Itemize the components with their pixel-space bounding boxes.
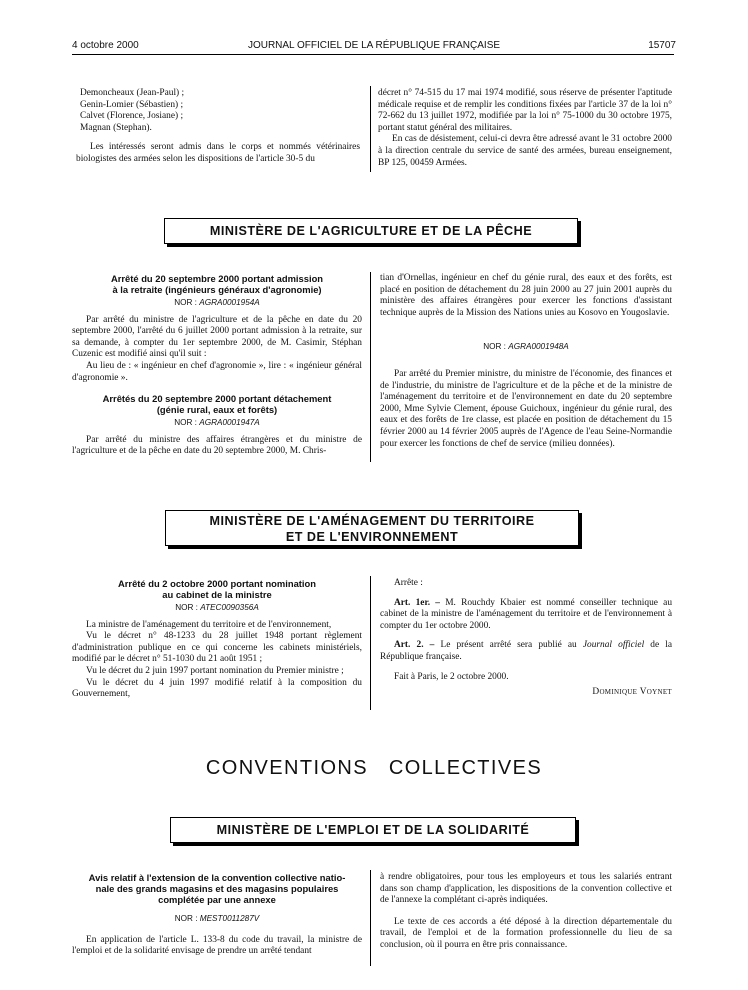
article-text: Le présent arrêté sera publié au [440,640,577,651]
ministry-title: MINISTÈRE DE L'AGRICULTURE ET DE LA PÊCHE [209,224,533,238]
article-title [72,872,362,905]
article-title [72,393,362,415]
article-text: de la République française. [380,640,673,662]
column-rule [370,576,371,710]
paragraph: Par arrêté du ministre de l'agriculture et de la pêche en date du 20 septembre 2000, l'arrêté du 6 juillet 2000 portant admission à la retraite, sur sa demande, à compter du 1er septembre 2000, de M. Casimir, Stéphan Cuzenic est modifié ainsi qu'il suit : [72,314,362,360]
paragraph: tian d'Ornellas, ingénieur en chef du génie rural, des eaux et des forêts, est placé en position de détachement du 28 juin 2000 au 27 juin 2001 auprès du ministère des affaires étrangères pour exercer les fonctions d'assistant technique auprès de la Mission des Nations unies au Kosovo en Yougoslavie. [380,273,672,318]
article-title-line: nale des grands magasins et des magasins populaires [95,883,339,894]
column-rule [370,870,371,966]
top-right-column [378,88,672,169]
paragraph: Vu le décret du 4 juin 1997 modifié relatif à la composition du Gouvernement, [72,677,362,700]
article-title-line: au cabinet de la ministre [162,589,272,600]
agriculture-left-column [72,273,362,458]
ministry-title-line: MINISTÈRE DE L'AMÉNAGEMENT DU TERRITOIRE [209,514,535,528]
paragraph: décret n° 74-515 du 17 mai 1974 modifié, sous réserve de présenter l'aptitude médicale requise et de remplir les conditions fixées par l'article 37 de la loi n° 72-662 du 13 juillet 1972, modifiée par la loi n° 75-1000 du 30 octobre 1975, portant statut général des militaires. [378,88,672,133]
nor-reference [72,297,362,309]
nor-code: AGRA0001954A [199,298,260,307]
nor-code: AGRA0001947A [199,418,260,428]
paragraph: Au lieu de : « ingénieur en chef d'agronomie », lire : « ingénieur général d'agronomie ». [72,360,362,383]
paragraph: En application de l'article L. 133-8 du code du travail, la ministre de l'emploi et de la solidarité envisage de prendre un arrêté tendant [72,934,362,957]
nor-reference [72,602,362,614]
nor-label: NOR : [483,342,506,352]
paragraph: En cas de désistement, celui-ci devra être adressé avant le 31 octobre 2000 à la direction centrale du service de santé des armées, bureau enseignement, BP 125, 00459 Armées. [378,134,672,168]
journal-reference: Journal officiel [582,640,645,651]
conventions-left-column [72,872,362,958]
journal-title: JOURNAL OFFICIEL DE LA RÉPUBLIQUE FRANÇAISE [247,40,501,51]
nor-code: ATEC0090356A [200,603,259,612]
name-line: Demoncheaux (Jean-Paul) ; [80,88,185,98]
article-1 [380,598,672,633]
paragraph: Vu le décret du 2 juin 1997 portant nomination du Premier ministre ; [86,665,344,676]
article-title-line: Arrêté du 20 septembre 2000 portant admission [110,273,324,284]
nor-code: AGRA0001948A [508,342,569,352]
header-rule [72,54,674,55]
article-text: M. Rouchdy Kbaier est nommé conseiller technique au cabinet de la ministre de l'aménagement du territoire et de l'environnement à compter du 1er octobre 2000. [380,597,673,631]
article-title-line: complétée par une annexe [158,894,276,905]
ministry-title: MINISTÈRE DE L'EMPLOI ET DE LA SOLIDARITÉ [216,823,530,837]
paragraph: Les intéressés seront admis dans le corps et nommés vétérinaires biologistes des armées selon les dispositions de l'article 30-5 du [76,142,360,164]
article-title-line: à la retraite (ingénieurs généraux d'agronomie) [112,284,322,295]
nor-reference [72,913,362,925]
article-2 [380,640,672,663]
nor-label: NOR : [174,418,197,428]
column-rule [370,272,371,462]
nor-label: NOR : [174,914,198,923]
nor-reference [72,417,362,429]
paragraph: Le texte de ces accords a été déposé à la direction départementale du travail, de l'emploi et de la formation professionnelle du lieu de sa conclusion, où il pourra en être pris connaissance. [380,916,672,950]
amenagement-right-column [380,578,672,699]
article-title [72,273,362,295]
ministry-box-emploi [170,817,576,843]
fait-line: Fait à Paris, le 2 octobre 2000. [394,671,509,682]
agriculture-right-column [380,273,672,450]
article-label: Art. 1er. – [394,597,440,608]
nor-reference [380,341,672,353]
page-number: 15707 [648,40,676,51]
nor-code: MEST0011287V [199,914,260,923]
name-line: Calvet (Florence, Josiane) ; [80,111,184,122]
name-line: Genin-Lomier (Sébastien) ; [80,99,184,110]
amenagement-left-column [72,578,362,701]
paragraph: Par arrêté du Premier ministre, du ministre de l'économie, des finances et de l'industrie, du ministre de l'agriculture et de la pêche et de la ministre de l'aménagement du territoire et de l'environnement en date du 20 septembre 2000, Mme Sylvie Clement, épouse Guichoux, ingénieur du génie rural, des eaux et des forêts de 1re classe, est placée en position de détachement du 15 février 2000 au 14 février 2005 auprès de l'Agence de l'eau Seine-Normandie pour exercer les fonctions de chef de service (milieu données). [380,368,672,449]
paragraph: à rendre obligatoires, pour tous les employeurs et tous les salariés entrant dans son champ d'application, les dispositions de la convention collective et de l'annexe la complétant ci-après indiquées. [380,872,672,906]
paragraph: La ministre de l'aménagement du territoire et de l'environnement, [86,619,332,630]
section-heading-conventions: CONVENTIONS COLLECTIVES [205,757,543,779]
top-left-column [76,88,360,166]
signature: Dominique Voynet [592,687,672,698]
article-title-line: Avis relatif à l'extension de la convention collective natio- [88,872,346,883]
paragraph: Vu le décret n° 48-1233 du 28 juillet 1948 portant règlement d'administration publique en ce qui concerne les cabinets ministériels, modifié par le décret n° 51-1030 du 21 août 1951 ; [72,631,362,665]
header-date: 4 octobre 2000 [72,40,139,51]
article-label: Art. 2. – [394,640,435,651]
ministry-title-line: ET DE L'ENVIRONNEMENT [285,530,459,544]
paragraph: Par arrêté du ministre des affaires étrangères et du ministre de l'agriculture et de la pêche en date du 20 septembre 2000, M. Chris- [72,434,362,457]
arrete-line: Arrête : [394,578,423,588]
nor-label: NOR : [175,603,198,612]
column-rule [370,86,371,172]
article-title-line: Arrêtés du 20 septembre 2000 portant détachement [102,393,332,405]
article-title-line: (génie rural, eaux et forêts) [156,404,278,416]
ministry-box-amenagement [165,510,579,546]
article-title-line: Arrêté du 2 octobre 2000 portant nomination [118,578,316,589]
article-title [72,578,362,600]
ministry-box-agriculture [164,218,578,244]
name-line: Magnan (Stephan). [80,122,152,133]
conventions-right-column [380,872,672,952]
nor-label: NOR : [174,298,197,307]
